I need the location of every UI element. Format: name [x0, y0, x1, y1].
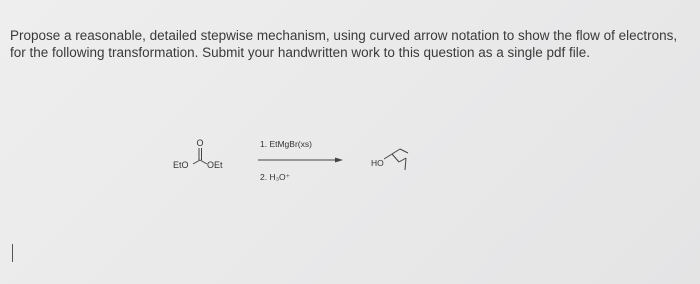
product-hydroxyl-label: HO [371, 158, 384, 168]
reactant-left-group: EtO [173, 160, 189, 170]
reagent-step2: 2. H₃O⁺ [260, 172, 291, 182]
reactant-right-group: OEt [207, 160, 223, 170]
carbonyl-oxygen-label: O [196, 138, 204, 148]
question-text: Propose a reasonable, detailed stepwise mechanism, using curved arrow notation to show the flow of electrons, for the following transformation. Submit your handwritten work to this question as a single pdf file. [10, 28, 678, 60]
reactant-structure [193, 148, 207, 164]
reaction-arrow [258, 158, 343, 163]
reagent-step1: 1. EtMgBr(xs) [260, 139, 312, 149]
text-cursor [12, 244, 13, 262]
product-structure [384, 149, 408, 170]
